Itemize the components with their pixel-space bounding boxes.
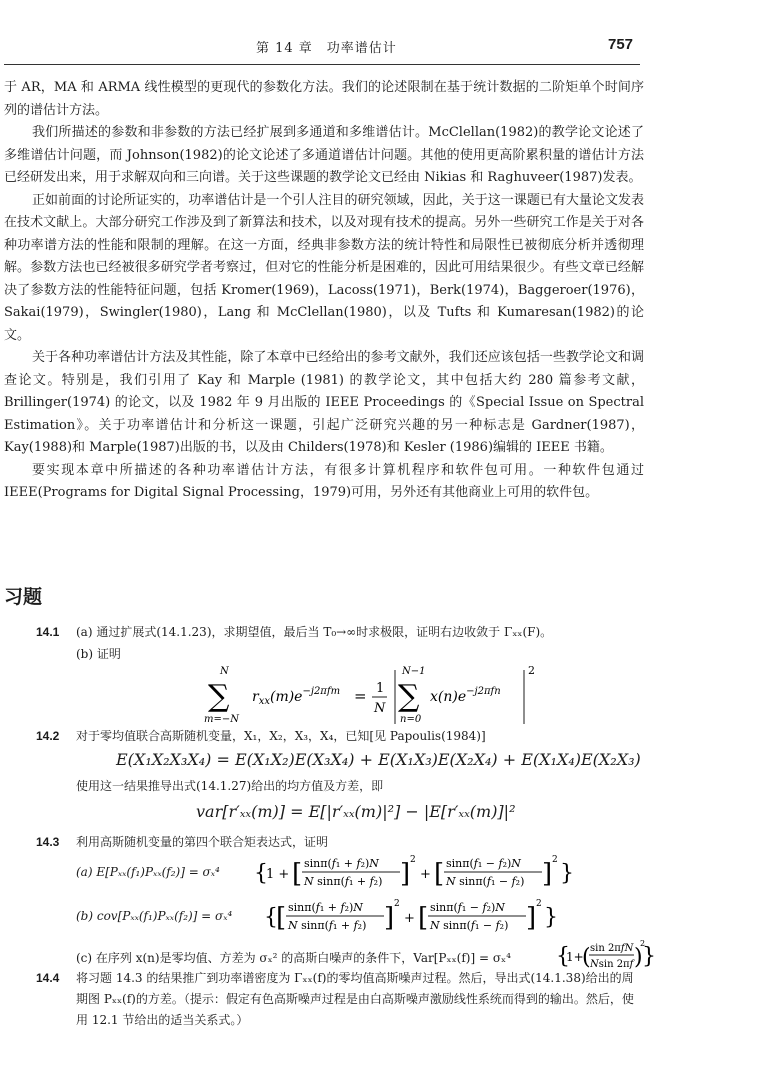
svg-text:): ) bbox=[634, 945, 643, 970]
problem-text: 利用高斯随机变量的第四个联合矩表达式，证明 bbox=[76, 835, 329, 849]
problem-text: 对于零均值联合高斯随机变量，X₁，X₂，X₃，X₄，已知[见 Papoulis(1984)] bbox=[76, 729, 486, 743]
problem-number: 14.1 bbox=[36, 625, 60, 639]
svg-text:N sinπ(f₁ + f₂): N sinπ(f₁ + f₂) bbox=[288, 919, 367, 932]
svg-text:}: } bbox=[544, 905, 558, 930]
paragraph: 于 AR，MA 和 ARMA 线性模型的更现代的参数化方法。我们的论述限制在基于统计数据的二阶矩单个时间序列的谱估计方法。 bbox=[4, 80, 644, 118]
variance-equation: var[r′ₓₓ(m)] = E[|r′ₓₓ(m)|²] − |E[r′ₓₓ(m)]|² bbox=[196, 802, 516, 821]
svg-text:+: + bbox=[404, 911, 415, 926]
svg-text:]: ] bbox=[384, 903, 395, 933]
svg-text:]: ] bbox=[400, 859, 411, 889]
problem-part-b: (b) 证明 bbox=[76, 647, 121, 661]
covariance-equation bbox=[264, 896, 584, 938]
page-header bbox=[0, 34, 696, 60]
page-number: 757 bbox=[608, 36, 634, 53]
svg-text:2: 2 bbox=[394, 899, 400, 909]
svg-text:N: N bbox=[220, 666, 229, 677]
svg-text:=: = bbox=[354, 687, 367, 705]
svg-text:sinπ(f₁ − f₂)N: sinπ(f₁ − f₂)N bbox=[446, 857, 521, 870]
svg-text:[: [ bbox=[418, 903, 429, 933]
svg-text:[: [ bbox=[292, 859, 303, 889]
svg-text:{: { bbox=[556, 944, 570, 969]
svg-text:m=−N: m=−N bbox=[204, 714, 239, 725]
svg-text:2: 2 bbox=[410, 855, 416, 865]
svg-text:1: 1 bbox=[376, 681, 385, 696]
periodogram-identity-equation bbox=[186, 662, 546, 728]
svg-text:∑: ∑ bbox=[398, 679, 420, 714]
problem-14-4 bbox=[36, 968, 646, 1034]
svg-text:sinπ(f₁ + f₂)N: sinπ(f₁ + f₂)N bbox=[304, 857, 379, 870]
svg-text:N−1: N−1 bbox=[402, 666, 426, 677]
section-title: 习题 bbox=[4, 587, 43, 608]
paragraph: 关于各种功率谱估计方法及其性能，除了本章中已经给出的参考文献外，我们还应该包括一些教学论文和调查论文。特别是，我们引用了 Kay 和 Marple (1981) 的教学论文，其中包括大约 280 篇参考文献，Brillinger(1974) 的论文，以及 1982 年 9 月出版的 IEEE Proceedings 的《Special Issue on Spectral Estimation》。关于功率谱估计和分析这一课题，引起广泛研究兴趣的另一种标志是 Gardner(1987)，Kay(1988)和 Marple(1987)出版的书，以及由 Childers(1978)和 Kesler (1986)编辑的 IEEE 书籍。 bbox=[4, 350, 644, 455]
problem-number: 14.4 bbox=[36, 971, 60, 985]
problem-14-1 bbox=[36, 622, 646, 730]
problem-part-a-lhs: (a) E[Pₓₓ(f₁)Pₓₓ(f₂)] = σₓ⁴ bbox=[76, 865, 220, 879]
svg-text:2: 2 bbox=[528, 664, 535, 677]
svg-text:rxx(m)e−j2πfm: $r_{xx}(m)e^{-j2\pi fm}$ bbox=[252, 686, 341, 707]
svg-text:[: [ bbox=[434, 859, 445, 889]
problem-14-3 bbox=[36, 832, 656, 972]
svg-text:(: ( bbox=[582, 945, 591, 970]
svg-text:N sinπ(f₁ − f₂): N sinπ(f₁ − f₂) bbox=[430, 919, 509, 932]
paragraph: 要实现本章中所描述的各种功率谱估计方法，有很多计算机程序和软件包可用。一种软件包通过 IEEE(Programs for Digital Signal Processing，1979)可用，另外还有其他商业上可用的软件包。 bbox=[4, 462, 644, 500]
svg-text:sinπ(f₁ + f₂)N: sinπ(f₁ + f₂)N bbox=[288, 901, 363, 914]
svg-text:1+: 1+ bbox=[566, 950, 584, 964]
svg-text:{: { bbox=[254, 861, 268, 886]
svg-text:+: + bbox=[420, 867, 431, 882]
problem-part-c: (c) 在序列 x(n)是零均值、方差为 σₓ² 的高斯白噪声的条件下，Var[Pₓₓ(f)] = σₓ⁴ bbox=[76, 951, 511, 965]
svg-text:Nsin 2πf: Nsin 2πf bbox=[590, 959, 634, 970]
svg-text:N sinπ(f₁ − f₂): N sinπ(f₁ − f₂) bbox=[446, 875, 525, 888]
svg-text:x(n)e−j2πfn: $x(n)e^{-j2\pi fn}$ bbox=[430, 686, 501, 705]
problem-part-a: (a) 通过扩展式(14.1.23)，求期望值，最后当 T₀→∞时求极限，证明右边收敛于 Γₓₓ(F)。 bbox=[76, 625, 553, 639]
gaussian-fourth-moment-equation: E(X₁X₂X₃X₄) = E(X₁X₂)E(X₃X₄) + E(X₁X₃)E(X₂X₄) + E(X₁X₄)E(X₂X₃) bbox=[116, 750, 641, 769]
svg-text:}: } bbox=[560, 861, 574, 886]
body-text bbox=[4, 77, 644, 505]
svg-text:2: 2 bbox=[536, 899, 542, 909]
svg-text:]: ] bbox=[526, 903, 537, 933]
problem-part-b-lhs: (b) cov[Pₓₓ(f₁)Pₓₓ(f₂)] = σₓ⁴ bbox=[76, 909, 233, 923]
problem-number: 14.2 bbox=[36, 729, 60, 743]
svg-text:1 +: 1 + bbox=[266, 867, 290, 882]
problem-text: 将习题 14.3 的结果推广到功率谱密度为 Γₓₓ(f)的零均值高斯噪声过程。然后，导出式(14.1.38)给出的周期图 Pₓₓ(f)的方差。（提示：假定有色高斯噪声过程是由白高斯噪声激励线性系统而得到的输出。然后，使用 12.1 节给出的适当关系式。） bbox=[76, 971, 634, 1027]
svg-text:n=0: n=0 bbox=[400, 714, 422, 725]
problem-14-2 bbox=[36, 726, 646, 836]
svg-text:N: N bbox=[374, 701, 386, 716]
paragraph: 我们所描述的参数和非参数的方法已经扩展到多通道和多维谱估计。McClellan(1982)的教学论文论述了多维谱估计问题，而 Johnson(1982)的论文论述了多通道谱估计问题。其他的使用更高阶累积量的谱估计方法已经研发出来，用于求解双向和三向谱。关于这些课题的教学论文已经由 Nikias 和 Raghuveer(1987)发表。 bbox=[4, 125, 644, 185]
problem-number: 14.3 bbox=[36, 835, 60, 849]
problem-text: 使用这一结果推导出式(14.1.27)给出的均方值及方差，即 bbox=[76, 779, 384, 793]
svg-text:∑: ∑ bbox=[208, 679, 230, 714]
svg-text:2: 2 bbox=[640, 939, 646, 948]
svg-text:sin 2πfN: sin 2πfN bbox=[590, 943, 634, 954]
expectation-product-equation bbox=[254, 852, 594, 894]
header-rule bbox=[4, 64, 640, 65]
svg-text:}: } bbox=[642, 944, 656, 969]
svg-text:[: [ bbox=[276, 903, 287, 933]
svg-text:{: { bbox=[264, 905, 278, 930]
svg-text:sinπ(f₁ − f₂)N: sinπ(f₁ − f₂)N bbox=[430, 901, 505, 914]
svg-text:]: ] bbox=[542, 859, 553, 889]
svg-text:N sinπ(f₁ + f₂): N sinπ(f₁ + f₂) bbox=[304, 875, 383, 888]
svg-text:2: 2 bbox=[552, 855, 558, 865]
chapter-title: 第 14 章 功率谱估计 bbox=[256, 41, 397, 56]
paragraph: 正如前面的讨论所证实的，功率谱估计是一个引人注目的研究领域，因此，关于这一课题已有大量论文发表在技术文献上。大部分研究工作涉及到了新算法和技术，以及对现有技术的提高。另外一些研究工作是关于对各种功率谱方法的性能和限制的理解。在这一方面，经典非参数方法的统计特性和局限性已被彻底分析并透彻理解。参数方法也已经被很多研究学者考察过，但对它的性能分析是困难的，因此可用结果很少。有些文章已经解决了参数方法的性能特征问题，包括 Kromer(1969)，Lacoss(1971)，Berk(1974)，Baggeroer(1976)，Sakai(1979)，Swingler(1980)，Lang 和 McClellan(1980)，以及 Tufts 和 Kumaresan(1982)的论文。 bbox=[4, 192, 644, 343]
